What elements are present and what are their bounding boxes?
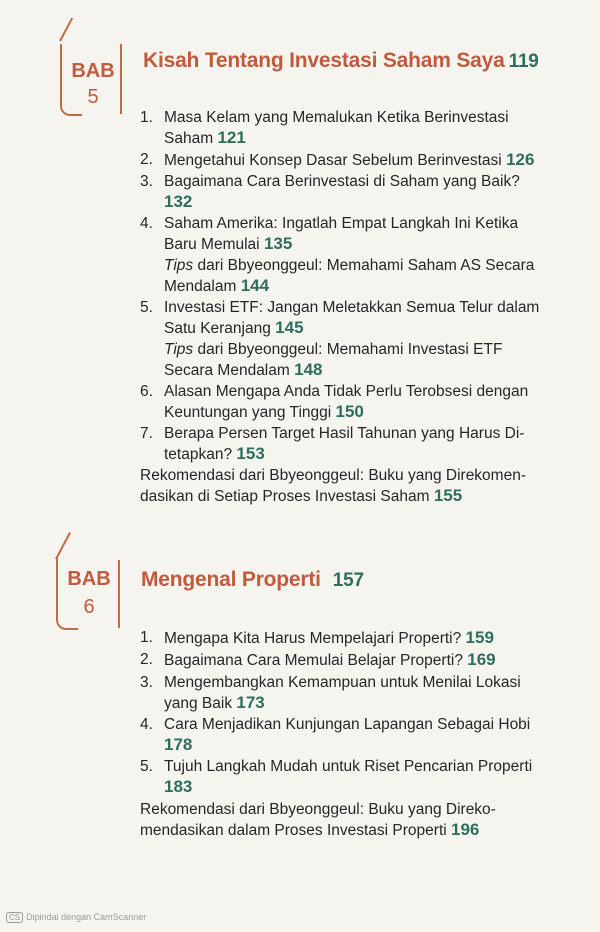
- entry-page: 148: [294, 360, 323, 379]
- entry-page: 159: [465, 628, 494, 647]
- tips-label: Tips: [164, 341, 194, 358]
- badge-decoration: [55, 532, 71, 559]
- entry-text-cont: Baru Memulai: [164, 236, 260, 253]
- recommendation-text-cont: mendasikan dalam Proses Investasi Properti: [140, 822, 447, 839]
- entry-text: Berapa Persen Target Hasil Tahunan yang Harus Di-: [164, 425, 525, 442]
- entry-text: Mengapa Kita Harus Mempelajari Properti?: [164, 630, 462, 647]
- entry-page: 132: [164, 192, 193, 211]
- entry-text-cont: Secara Mendalam: [164, 362, 290, 379]
- chapter-title-page: 119: [508, 51, 539, 72]
- entry-number: 1.: [140, 629, 153, 646]
- bab-number: 6: [83, 596, 95, 618]
- recommendation-text-cont: dasikan di Setiap Proses Investasi Saham: [140, 488, 430, 505]
- entry-text: Saham Amerika: Ingatlah Empat Langkah Ini Ketika: [164, 215, 519, 232]
- entry-page: 183: [164, 777, 193, 796]
- entry-text: Investasi ETF: Jangan Meletakkan Semua Telur dalam: [164, 299, 540, 316]
- entry-page: 150: [335, 402, 364, 421]
- watermark-text: Dipindai dengan CamScanner: [26, 912, 147, 922]
- entry-text: Tujuh Langkah Mudah untuk Riset Pencarian Properti: [164, 758, 533, 775]
- bab-number: 5: [87, 86, 99, 108]
- entry-page: 121: [217, 128, 246, 147]
- entry-text-cont: Keuntungan yang Tinggi: [164, 404, 332, 421]
- entry-text: dari Bbyeonggeul: Memahami Saham AS Secara: [197, 257, 535, 274]
- recommendation-page: 155: [433, 486, 463, 505]
- entry-number: 3.: [140, 674, 153, 691]
- entry-number: 3.: [140, 173, 153, 190]
- entry-number: 4.: [140, 716, 153, 733]
- entry-number: 5.: [140, 758, 153, 775]
- entry-page: 135: [263, 234, 293, 253]
- entry-text-cont: tetapkan?: [164, 446, 233, 463]
- entry-number: 2.: [140, 651, 153, 668]
- bab-label: BAB: [71, 60, 115, 82]
- entry-text: Alasan Mengapa Anda Tidak Perlu Terobsesi dengan: [164, 383, 529, 400]
- camscanner-logo-icon: CS: [6, 912, 23, 923]
- badge-decoration: [59, 18, 73, 42]
- toc-recommendation[interactable]: [140, 466, 526, 507]
- recommendation-page: 196: [451, 820, 480, 839]
- entry-text: Cara Menjadikan Kunjungan Lapangan Sebagai Hobi: [164, 716, 531, 733]
- entry-text: Mengembangkan Kemampuan untuk Menilai Lokasi: [164, 674, 521, 691]
- chapter-5-title[interactable]: [143, 49, 539, 73]
- chapter-6-title[interactable]: [141, 568, 364, 592]
- entry-number: 7.: [140, 425, 153, 442]
- scanner-watermark: [6, 912, 146, 923]
- entry-page: 145: [275, 318, 304, 337]
- chapter-title-text: Mengenal Properti: [141, 568, 321, 591]
- bab-label: BAB: [67, 568, 111, 590]
- entry-number: 1.: [140, 109, 153, 126]
- entry-text: dari Bbyeonggeul: Memahami Investasi ETF: [197, 341, 503, 358]
- toc-recommendation[interactable]: [140, 800, 496, 841]
- entry-page: 144: [240, 276, 270, 295]
- entry-text-cont: Satu Keranjang: [164, 320, 271, 337]
- entry-page: 126: [506, 150, 535, 169]
- entry-page: 153: [236, 444, 265, 463]
- tips-label: Tips: [164, 257, 194, 274]
- entry-number: 2.: [140, 151, 153, 168]
- recommendation-text: Rekomendasi dari Bbyeonggeul: Buku yang Direko-: [140, 801, 496, 818]
- entry-text: Masa Kelam yang Memalukan Ketika Berinvestasi: [164, 109, 509, 126]
- entry-text-cont: Mendalam: [164, 278, 237, 295]
- entry-text: Mengetahui Konsep Dasar Sebelum Berinvestasi: [164, 152, 502, 169]
- entry-number: 6.: [140, 383, 153, 400]
- chapter-title-page: 157: [332, 570, 364, 591]
- entry-page: 173: [236, 693, 265, 712]
- entry-text-cont: yang Baik: [164, 695, 233, 712]
- entry-text: Bagaimana Cara Memulai Belajar Properti?: [164, 652, 463, 669]
- recommendation-text: Rekomendasi dari Bbyeonggeul: Buku yang Direkomen-: [140, 467, 526, 484]
- entry-page: 178: [164, 735, 193, 754]
- entry-page: 169: [467, 650, 496, 669]
- entry-number: 5.: [140, 299, 153, 316]
- entry-number: 4.: [140, 215, 153, 232]
- entry-text: Bagaimana Cara Berinvestasi di Saham yang Baik?: [164, 173, 520, 190]
- chapter-title-text: Kisah Tentang Investasi Saham Saya: [143, 49, 505, 72]
- entry-text-cont: Saham: [164, 130, 214, 147]
